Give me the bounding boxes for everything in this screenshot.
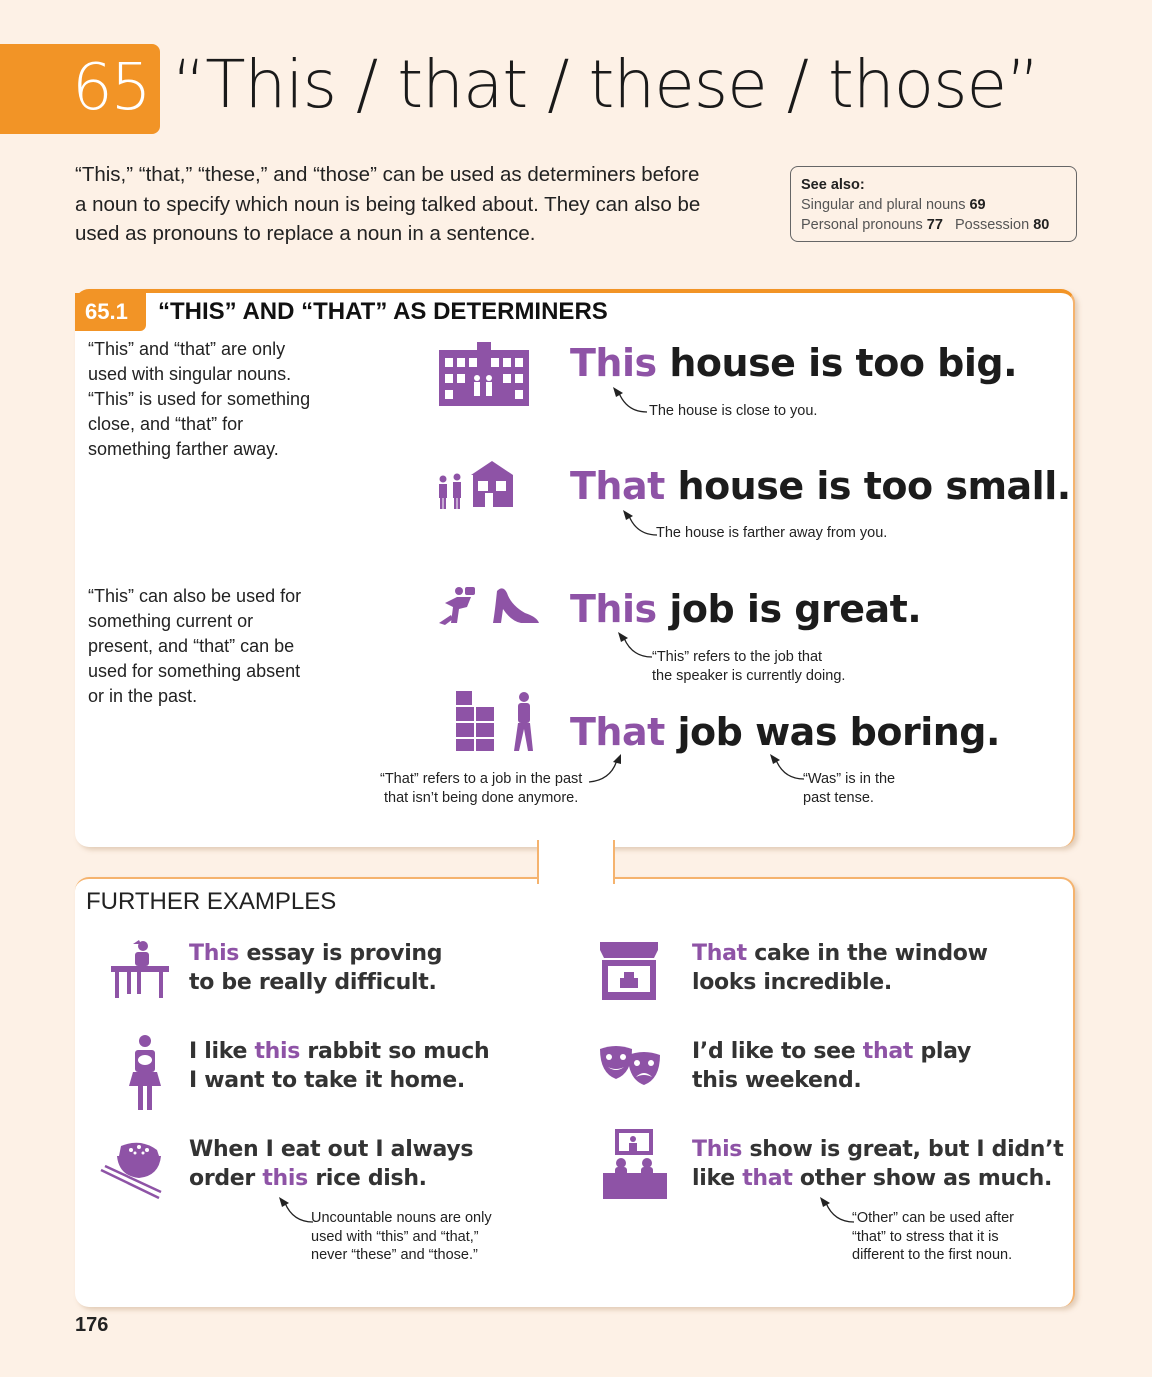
bakery-shop-icon xyxy=(598,940,660,1002)
see-also-heading: See also: xyxy=(801,177,865,193)
see-also-page-num[interactable]: 80 xyxy=(1033,217,1050,233)
example-sentence: This house is too big. xyxy=(570,341,1018,385)
example-note: The house is farther away from you. xyxy=(656,525,888,541)
theater-masks-icon xyxy=(596,1043,666,1089)
example-sentence: This job is great. xyxy=(570,587,922,631)
intro-paragraph: “This,” “that,” “these,” and “those” can be used as determiners before a noun to specify which noun is being talked about. They can also be used as pronouns to replace a noun in a sentence. xyxy=(75,163,701,245)
big-house-icon xyxy=(437,342,531,408)
see-also-link-text[interactable]: Singular and plural nouns xyxy=(801,197,966,213)
example-note: “That” refers to a job in the past that isn’t being done anymore. xyxy=(380,771,583,806)
further-example-show: This show is great, but I didn’t like that other show as much. xyxy=(692,1137,1064,1191)
callout-arrow xyxy=(812,1195,857,1230)
callout-arrow xyxy=(610,630,655,665)
section-title: “THIS” AND “THAT” AS DETERMINERS xyxy=(158,298,608,325)
example-sentence: That job was boring. xyxy=(570,710,1000,754)
tv-audience-icon xyxy=(601,1127,669,1201)
further-example-cake: That cake in the window looks incredible. xyxy=(692,941,988,995)
side-note-2: “This” can also be used for something current or present, and “that” can be used for something absent or in the past. xyxy=(88,586,302,706)
rice-bowl-icon xyxy=(99,1140,165,1202)
boxes-worker-icon xyxy=(454,689,542,753)
example-note: The house is close to you. xyxy=(649,403,818,419)
see-also-link-text[interactable]: Personal pronouns xyxy=(801,217,923,233)
callout-arrow xyxy=(271,1195,316,1230)
see-also-link-text[interactable]: Possession xyxy=(955,217,1030,233)
chapter-number: 65 xyxy=(72,51,150,125)
see-also-box xyxy=(790,166,1077,242)
example-sentence: That house is too small. xyxy=(570,464,1071,508)
further-example-rice: When I eat out I always order this rice dish. xyxy=(189,1137,474,1191)
further-example-play: I’d like to see that play this weekend. xyxy=(692,1039,972,1093)
section-number: 65.1 xyxy=(75,293,146,331)
callout-arrow xyxy=(615,508,660,543)
page-title: “This / that / these / those” xyxy=(172,46,1040,123)
see-also-line-1 xyxy=(801,195,1066,215)
see-also-line-2 xyxy=(801,215,1066,235)
see-also-page-num[interactable]: 69 xyxy=(969,197,986,213)
page-number: 176 xyxy=(75,1314,109,1336)
example-note: “Was” is in the past tense. xyxy=(803,771,896,806)
further-examples-title: FURTHER EXAMPLES xyxy=(86,888,337,915)
rice-note: Uncountable nouns are only used with “this” and “that,” never “these” and “those.” xyxy=(311,1210,492,1263)
callout-arrow xyxy=(762,752,807,787)
see-also-page-num[interactable]: 77 xyxy=(926,217,943,233)
photographer-seal-icon xyxy=(437,585,541,629)
person-holding-rabbit-icon xyxy=(127,1034,163,1112)
show-note: “Other” can be used after “that” to stress that it is different to the first noun. xyxy=(852,1210,1014,1263)
side-note-1: “This” and “that” are only used with singular nouns. “This” is used for something close, and “that” for something farther away. xyxy=(88,339,311,459)
further-example-essay: This essay is proving to be really difficult. xyxy=(189,941,443,995)
panel-connector xyxy=(537,840,615,884)
people-small-house-icon xyxy=(437,459,519,511)
example-note: “This” refers to the job that the speaker is currently doing. xyxy=(652,649,846,684)
student-desk-icon xyxy=(109,938,171,1000)
further-example-rabbit: I like this rabbit so much I want to take it home. xyxy=(189,1039,490,1093)
callout-arrow xyxy=(605,385,650,420)
callout-arrow xyxy=(585,752,625,787)
